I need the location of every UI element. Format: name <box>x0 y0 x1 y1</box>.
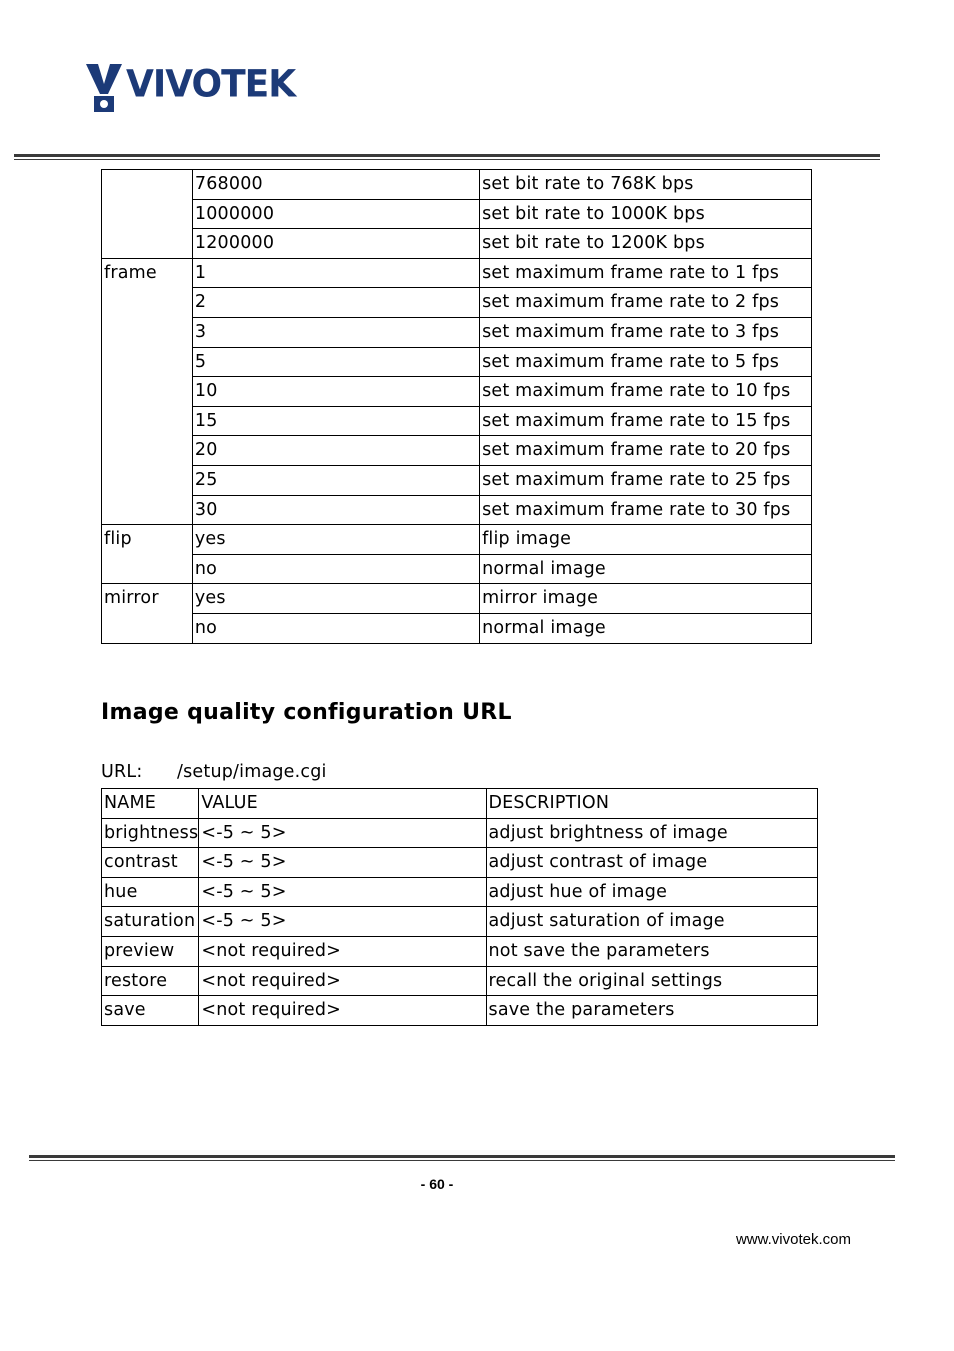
param-value-cell: yes <box>192 584 479 614</box>
param-value-cell: <not required> <box>199 966 486 996</box>
param-description-cell: set maximum frame rate to 30 fps <box>480 495 812 525</box>
param-value-cell: 10 <box>192 377 479 407</box>
table-row <box>102 436 812 466</box>
column-header-name: NAME <box>102 789 199 819</box>
param-description-cell: adjust saturation of image <box>486 907 818 937</box>
param-description-cell: set bit rate to 1000K bps <box>480 199 812 229</box>
page-number: - 60 - <box>420 1176 454 1192</box>
param-value-cell: 15 <box>192 406 479 436</box>
table-row <box>102 288 812 318</box>
website-url: www.vivotek.com <box>735 1231 851 1248</box>
column-header-value: VALUE <box>199 789 486 819</box>
video-config-table <box>101 169 812 644</box>
param-value-cell: 30 <box>192 495 479 525</box>
param-value-cell: 768000 <box>192 170 479 200</box>
table-row <box>102 495 812 525</box>
table-row <box>102 554 812 584</box>
param-value-cell: <not required> <box>199 936 486 966</box>
param-description-cell: normal image <box>480 613 812 643</box>
param-value-cell: 1000000 <box>192 199 479 229</box>
header-divider <box>14 154 880 160</box>
param-description-cell: set maximum frame rate to 5 fps <box>480 347 812 377</box>
param-description-cell: set maximum frame rate to 2 fps <box>480 288 812 318</box>
table-row <box>102 229 812 259</box>
param-name-cell: mirror <box>102 584 193 643</box>
table-row <box>102 525 812 555</box>
table-row <box>102 347 812 377</box>
param-description-cell: adjust hue of image <box>486 877 818 907</box>
param-value-cell: <-5 ~ 5> <box>199 818 486 848</box>
param-name-cell: brightness <box>102 818 199 848</box>
table-row <box>102 317 812 347</box>
param-value-cell: 3 <box>192 317 479 347</box>
table-row <box>102 818 818 848</box>
param-name-cell: restore <box>102 966 199 996</box>
param-description-cell: set bit rate to 1200K bps <box>480 229 812 259</box>
url-line <box>101 762 327 782</box>
param-description-cell: set maximum frame rate to 10 fps <box>480 377 812 407</box>
param-description-cell: normal image <box>480 554 812 584</box>
table-row <box>102 996 818 1026</box>
image-config-table <box>101 788 818 1026</box>
param-description-cell: set maximum frame rate to 15 fps <box>480 406 812 436</box>
param-value-cell: no <box>192 554 479 584</box>
logo-wordmark: VIVOTEK <box>126 62 296 107</box>
param-name-cell: save <box>102 996 199 1026</box>
table-row <box>102 966 818 996</box>
param-name-cell: preview <box>102 936 199 966</box>
vivotek-logo-icon <box>84 62 124 112</box>
param-description-cell: mirror image <box>480 584 812 614</box>
section-title: Image quality configuration URL <box>101 700 512 725</box>
table-row <box>102 377 812 407</box>
param-value-cell: 1 <box>192 258 479 288</box>
param-value-cell: <not required> <box>199 996 486 1026</box>
table-row <box>102 465 812 495</box>
table-row <box>102 907 818 937</box>
table-row <box>102 877 818 907</box>
table-row <box>102 406 812 436</box>
url-value: /setup/image.cgi <box>177 762 327 782</box>
param-description-cell: set maximum frame rate to 25 fps <box>480 465 812 495</box>
param-value-cell: <-5 ~ 5> <box>199 907 486 937</box>
param-value-cell: 25 <box>192 465 479 495</box>
table-header-row <box>102 789 818 819</box>
param-description-cell: flip image <box>480 525 812 555</box>
param-description-cell: save the parameters <box>486 996 818 1026</box>
param-description-cell: set bit rate to 768K bps <box>480 170 812 200</box>
param-description-cell: adjust contrast of image <box>486 848 818 878</box>
param-value-cell: <-5 ~ 5> <box>199 877 486 907</box>
param-value-cell: no <box>192 613 479 643</box>
table-row <box>102 170 812 200</box>
param-name-cell: hue <box>102 877 199 907</box>
param-value-cell: 2 <box>192 288 479 318</box>
table-row <box>102 936 818 966</box>
url-label: URL: <box>101 762 143 782</box>
param-name-cell: frame <box>102 258 193 524</box>
table-row <box>102 848 818 878</box>
table-row <box>102 584 812 614</box>
param-value-cell: 1200000 <box>192 229 479 259</box>
param-description-cell: not save the parameters <box>486 936 818 966</box>
param-description-cell: set maximum frame rate to 3 fps <box>480 317 812 347</box>
footer-divider <box>29 1155 895 1161</box>
table-row <box>102 258 812 288</box>
param-description-cell: adjust brightness of image <box>486 818 818 848</box>
param-description-cell: set maximum frame rate to 1 fps <box>480 258 812 288</box>
vivotek-logo <box>84 60 294 116</box>
param-name-cell <box>102 170 193 259</box>
param-value-cell: yes <box>192 525 479 555</box>
param-description-cell: recall the original settings <box>486 966 818 996</box>
table-row <box>102 613 812 643</box>
column-header-description: DESCRIPTION <box>486 789 818 819</box>
param-name-cell: saturation <box>102 907 199 937</box>
param-name-cell: flip <box>102 525 193 584</box>
table-row <box>102 199 812 229</box>
param-value-cell: 5 <box>192 347 479 377</box>
param-description-cell: set maximum frame rate to 20 fps <box>480 436 812 466</box>
param-name-cell: contrast <box>102 848 199 878</box>
param-value-cell: 20 <box>192 436 479 466</box>
param-value-cell: <-5 ~ 5> <box>199 848 486 878</box>
